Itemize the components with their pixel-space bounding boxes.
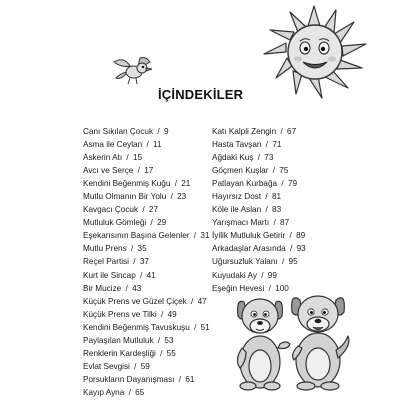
toc-entry-page: 9 [163,127,169,136]
toc-entry-title: Reçel Partisi [83,257,129,267]
toc-entry [83,321,210,334]
toc-entry-page: 67 [287,127,297,136]
toc-entry-page: 61 [185,374,195,384]
toc-entry [83,138,210,151]
toc-entry [83,282,210,295]
toc-entry-page: 83 [272,205,282,215]
toc-entry-title: Porsukların Dayanışması [83,374,175,384]
toc-entry [212,255,306,268]
toc-entry-page: 27 [148,205,159,215]
toc-entry-separator: / [142,205,145,215]
toc-entry-page: 51 [200,322,210,332]
toc-entry-title: Mutluluk Gömleği [83,218,147,228]
toc-entry-separator: / [265,140,269,150]
toc-entry-separator: / [261,270,264,280]
toc-entry-page: 31 [200,231,210,241]
toc-entry-title: Kendini Beğenmiş Kuğu [83,179,171,189]
toc-entry-page: 23 [177,192,187,202]
toc-entry [83,190,210,203]
toc-entry-separator: / [281,257,285,267]
toc-entry-page: 43 [132,283,142,293]
page-title: İÇİNDEKİLER [158,87,244,102]
smiling-sun-icon [258,4,370,100]
toc-entry-separator: / [157,335,161,345]
toc-entry-separator: / [280,127,283,136]
toc-entry-separator: / [146,140,149,150]
toc-entry-page: 89 [296,231,306,241]
toc-entry-title: Eşeğin Hevesi [212,283,265,293]
toc-entry-separator: / [161,309,164,319]
toc-entry-separator: / [193,231,197,241]
toc-entry [212,203,306,216]
toc-entry-separator: / [268,283,271,293]
toc-entry-separator: / [178,374,182,384]
toc-entry [212,190,306,203]
toc-entry [83,269,210,282]
toc-entry-title: Köle ile Aslan [212,205,262,215]
toc-entry-title: İyilik Mutluluk Getirir [212,231,286,241]
toc-entry-page: 59 [140,361,150,371]
toc-entry-title: Arkadaşlar Arasında [212,244,286,254]
toc-entry [212,151,306,164]
toc-entry-title: Kavgacı Çocuk [83,205,139,215]
toc-entry-page: 100 [275,283,289,293]
toc-entry-separator: / [272,166,275,176]
toc-entry-page: 11 [153,140,162,150]
toc-entry-separator: / [273,218,276,228]
toc-entry-page: 75 [279,166,289,176]
toc-entry-title: Avcı ve Serçe [83,166,134,176]
toc-entry-title: Kayıp Ayna [83,387,125,397]
toc-entry-title: Evlat Sevgisi [83,361,130,371]
toc-entry-page: 15 [132,153,143,163]
toc-entry-separator: / [191,296,194,306]
toc-entry-separator: / [133,257,136,267]
toc-entry-page: 47 [197,296,207,306]
toc-entry-title: Göçmen Kuşlar [212,166,269,176]
toc-entry-separator: / [134,361,137,371]
toc-entry-title: Kurt ile Sincap [83,270,136,280]
toc-entry-separator: / [174,179,177,189]
toc-entry [212,177,306,190]
toc-entry-page: 99 [267,270,277,280]
toc-entry-page: 95 [288,257,298,267]
toc-entry-page: 41 [146,270,156,280]
toc-entry [212,216,306,229]
toc-entry-page: 65 [135,387,145,397]
toc-entry [83,203,210,216]
toc-entry [83,164,210,177]
toc-entry-title: Patlayan Kurbağa [212,179,278,189]
toc-entry-separator: / [160,348,163,358]
toc-entry-title: Hayırsız Dost [212,192,262,202]
toc-entry-title: Hasta Tavşan [212,140,262,150]
toc-entry-title: Ağdaki Kuş [212,153,254,163]
toc-entry-title: Canı Sıkılan Çocuk [83,127,154,136]
toc-entry-separator: / [289,231,292,241]
toc-entry [212,138,306,151]
toc-entry-title: Yarışmacı Martı [212,218,270,228]
toc-entry-page: 17 [144,166,154,176]
toc-entry [83,386,210,399]
toc-entry-separator: / [150,218,153,228]
toc-entry-separator: / [290,244,293,254]
toc-list-right [212,125,306,295]
toc-entry [212,269,306,282]
toc-entry-title: Mutlu Prens [83,244,127,254]
toc-list-left [83,125,210,399]
toc-entry-separator: / [126,153,129,163]
two-puppies-illustration [230,288,352,392]
toc-entry [83,360,210,373]
toc-entry-page: 35 [137,244,147,254]
toc-entry-title: Kuyudaki Ay [212,270,257,280]
toc-entry [212,229,306,242]
toc-entry-title: Eşekarısının Başına Gelenler [83,231,190,241]
toc-entry-title: Kendini Beğenmiş Tavuskuşu [83,322,190,332]
toc-entry [83,216,210,229]
toc-entry [83,255,210,268]
toc-entry-page: 37 [139,257,149,267]
toc-entry [83,242,210,255]
toc-entry [83,334,210,347]
toc-entry-page: 53 [164,335,174,345]
toc-entry-separator: / [194,322,197,332]
toc-entry [83,295,210,308]
toc-entry [212,164,306,177]
toc-entry-page: 73 [264,153,274,163]
toc-entry-title: Küçük Prens ve Tilki [83,309,157,319]
toc-entry-page: 49 [167,309,177,319]
toc-entry-page: 29 [157,218,167,228]
toc-entry-title: Renklerin Kardeşliği [83,348,156,358]
toc-entry [212,125,306,138]
toc-entry-page: 71 [272,140,282,150]
toc-entry [212,242,306,255]
toc-entry-page: 87 [280,218,290,228]
toc-entry-separator: / [170,192,173,202]
toc-entry-title: Askerin Atı [83,153,123,163]
toc-entry-page: 21 [181,179,191,189]
toc-entry-separator: / [257,153,260,163]
toc-entry-title: Küçük Prens ve Güzel Çiçek [83,296,187,306]
toc-entry-separator: / [265,205,268,215]
toc-entry-page: 55 [166,348,176,358]
toc-entry [83,151,210,164]
toc-entry-separator: / [125,283,128,293]
flying-bird-icon [110,54,156,86]
toc-entry-page: 81 [271,192,282,202]
toc-entry-separator: / [140,270,143,280]
toc-entry-title: Mutlu Olmanın Bir Yolu [83,192,167,202]
toc-entry-title: Asma ile Ceylan [83,140,143,150]
toc-entry-separator: / [128,387,131,397]
toc-entry [83,373,210,386]
toc-entry-page: 79 [287,179,298,189]
toc-entry-title: Uğursuzluk Yalanı [212,257,278,267]
toc-entry-separator: / [130,244,134,254]
toc-entry-separator: / [265,192,268,202]
toc-entry [83,347,210,360]
toc-entry [83,229,210,242]
toc-entry [83,125,210,138]
toc-entry [83,177,210,190]
toc-entry-separator: / [157,127,160,136]
toc-entry [83,308,210,321]
toc-entry-title: Katı Kalpli Zengin [212,127,277,136]
toc-entry-separator: / [281,179,284,189]
toc-entry-title: Bir Mucize [83,283,122,293]
toc-entry-title: Paylaşılan Mutluluk [83,335,154,345]
toc-entry-page: 93 [296,244,306,254]
toc-entry-separator: / [137,166,140,176]
